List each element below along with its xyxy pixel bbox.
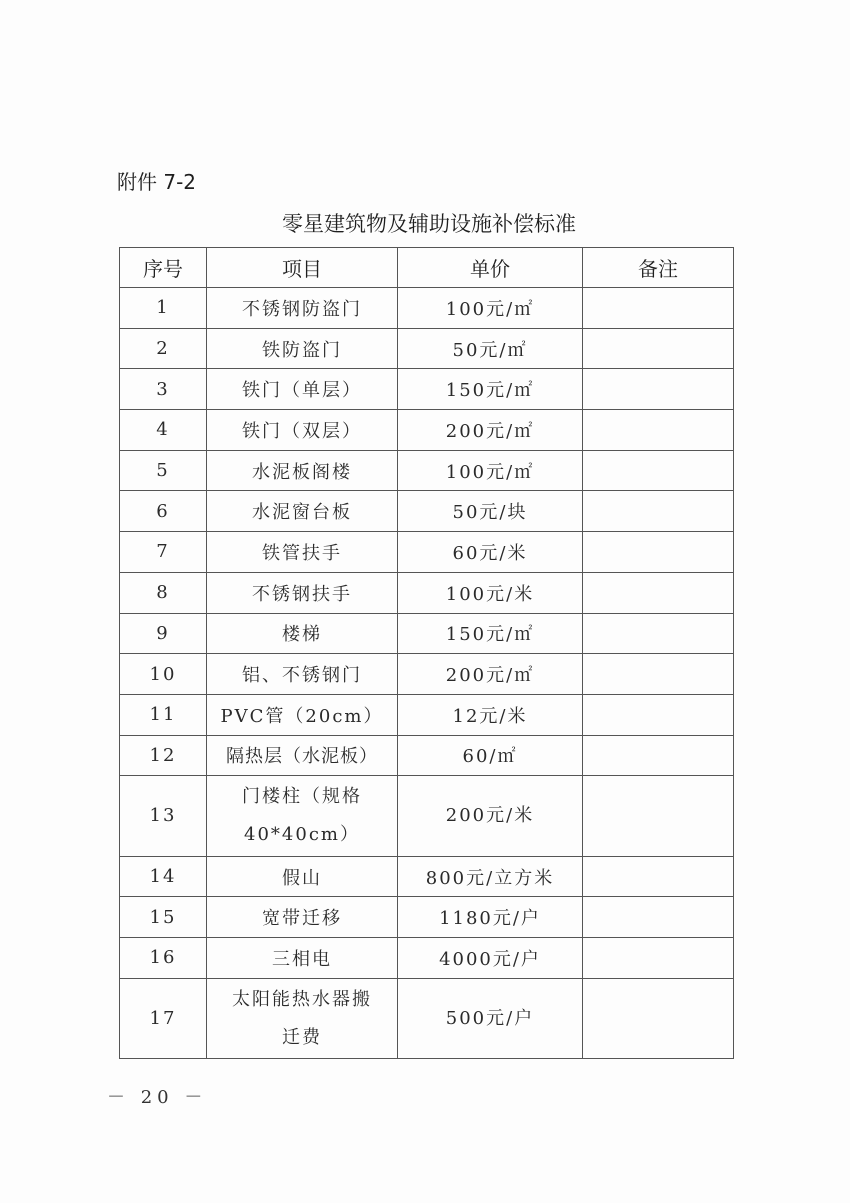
table-row [120,572,734,613]
cell-item-line2: 40*40cm） [244,824,360,845]
cell-price: 200元/米 [398,776,583,857]
cell-price: 60元/米 [398,532,583,573]
header-note: 备注 [583,248,734,288]
cell-note [583,897,734,938]
cell-price: 800元/立方米 [398,856,583,897]
cell-no: 13 [120,776,207,857]
table-row [120,938,734,979]
cell-no: 10 [120,654,207,695]
cell-note [583,328,734,369]
cell-no: 4 [120,410,207,451]
cell-note [583,369,734,410]
cell-no: 3 [120,369,207,410]
cell-no: 7 [120,532,207,573]
cell-note [583,735,734,776]
cell-item-line2: 迁费 [282,1026,322,1048]
cell-price: 200元/㎡ [398,410,583,451]
header-item: 项目 [207,248,398,288]
table-row [120,856,734,897]
cell-item: 铝、不锈钢门 [207,654,398,695]
header-price: 单价 [398,248,583,288]
cell-no: 15 [120,897,207,938]
table-row [120,450,734,491]
cell-note [583,572,734,613]
cell-no: 9 [120,613,207,654]
table-row [120,613,734,654]
table-row [120,369,734,410]
cell-no: 2 [120,328,207,369]
cell-item: 铁门（双层） [207,410,398,451]
table-row [120,654,734,695]
cell-no: 5 [120,450,207,491]
cell-no: 8 [120,572,207,613]
cell-item: 铁防盗门 [207,328,398,369]
cell-item: 宽带迁移 [207,897,398,938]
table-row [120,410,734,451]
cell-no: 17 [120,978,207,1059]
cell-price: 100元/㎡ [398,288,583,329]
cell-price: 100元/㎡ [398,450,583,491]
cell-item: 不锈钢扶手 [207,572,398,613]
cell-item: PVC管（20cm） [207,694,398,735]
cell-price: 12元/米 [398,694,583,735]
table-row [120,897,734,938]
cell-item-line1: 太阳能热水器搬 [232,988,372,1010]
cell-note [583,450,734,491]
compensation-table [119,247,734,1059]
cell-note [583,776,734,857]
cell-price: 60/㎡ [398,735,583,776]
cell-note [583,410,734,451]
cell-price: 100元/米 [398,572,583,613]
cell-item: 楼梯 [207,613,398,654]
cell-item [207,978,398,1059]
document-title: 零星建筑物及辅助设施补偿标准 [282,212,576,236]
cell-note [583,654,734,695]
cell-no: 6 [120,491,207,532]
header-no: 序号 [120,248,207,288]
table-row [120,776,734,857]
page-number: － 20 － [107,1087,208,1108]
cell-price: 4000元/户 [398,938,583,979]
cell-price: 50元/块 [398,491,583,532]
attachment-label: 附件 7-2 [117,170,197,194]
cell-no: 16 [120,938,207,979]
cell-price: 150元/㎡ [398,613,583,654]
cell-note [583,288,734,329]
cell-note [583,613,734,654]
table-header-row [120,248,734,288]
cell-note [583,938,734,979]
table-row [120,978,734,1059]
table-row [120,735,734,776]
cell-item-line1: 门楼柱（规格 [242,786,362,807]
cell-note [583,856,734,897]
table-row [120,288,734,329]
cell-item: 假山 [207,856,398,897]
cell-price: 500元/户 [398,978,583,1059]
cell-no: 12 [120,735,207,776]
table-row [120,694,734,735]
cell-no: 14 [120,856,207,897]
cell-note [583,532,734,573]
cell-price: 50元/㎡ [398,328,583,369]
cell-no: 11 [120,694,207,735]
cell-item: 三相电 [207,938,398,979]
cell-item: 铁管扶手 [207,532,398,573]
cell-item: 水泥板阁楼 [207,450,398,491]
cell-item: 水泥窗台板 [207,491,398,532]
table-row [120,532,734,573]
table-row [120,491,734,532]
cell-note [583,978,734,1059]
cell-item: 铁门（单层） [207,369,398,410]
cell-note [583,694,734,735]
cell-item [207,776,398,857]
cell-note [583,491,734,532]
table-row [120,328,734,369]
cell-item: 不锈钢防盗门 [207,288,398,329]
cell-no: 1 [120,288,207,329]
cell-item: 隔热层（水泥板） [207,735,398,776]
cell-price: 200元/㎡ [398,654,583,695]
cell-price: 1180元/户 [398,897,583,938]
cell-price: 150元/㎡ [398,369,583,410]
